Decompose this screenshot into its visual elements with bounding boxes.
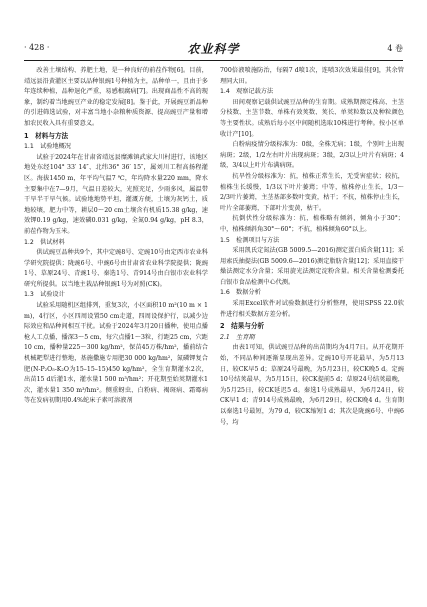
paragraph: 试验采用随机区组排列，重复3次，小区面积10 m²(10 m × 1 m)，4行区，小区四周设置50 cm走道，四周设保护行，以减少边际效应和品种间相互干扰。试验于2024年3月20日播种，使用点播枪人工点播，播深3～5 cm，每穴点播1～3粒，行距25 cm，穴距10 cm，播种量225～300 kg/hm²，保苗45万株/hm²，播前结合机械耙犁进行整地，基施撒施专用肥30 000 kg/hm²，氮磷钾复合肥(N-P₂O₅-K₂O为15–15–15)450 kg/hm²，全生育期灌水2次，出苗15 d后灌1水，灌水量1 500 m³/hm²；开花期至始荚期灌水1次，灌水量1 350 m³/hm²。侧重蚜虫、白粉病、褐斑病、霜霉病等在发病初期用0.4%蛇床子素可溶液剂 bbox=[24, 302, 208, 405]
paragraph: 700倍液喷施防治，每隔7 d喷1次，连喷3次效果最佳[9]，其余管理同大田。 bbox=[220, 67, 404, 85]
running-header bbox=[24, 40, 403, 58]
subsection-heading: 1.4 观察记载方法 bbox=[220, 88, 274, 96]
subsection-heading: 1.3 试验设计 bbox=[24, 291, 65, 299]
journal-title: 农业科学 bbox=[187, 42, 240, 56]
subsection-heading: 2.1 生育期 bbox=[220, 333, 255, 341]
subsection-heading: 1.2 供试材料 bbox=[24, 238, 65, 246]
paragraph: 采用凯氏定氮法(GB 5009.5—2016)测定蛋白质含量[11]；采用索氏抽提法(GB 5009.6—2016)测定脂肪含量[12]；采用直接干燥法测定水分含量；采用旋光法测定淀粉含量。相关含量检测委托白银市食品检测中心代测。 bbox=[220, 247, 404, 286]
paragraph: 试验于2024年在甘肃省靖远县糜滩镇武家大川村进行，该地区地处东经104° 33′ 14″、北纬36° 36′ 15″，属刘川工程高扬程灌区。海拔1450 m，年平均气温7 ℃，年均降水量220 mm，降水主要集中在7—9月，气温日差较大，光照充足，少雨多风，属温带干旱半干旱气候。试验地地势平坦，灌溉方便，土壤为灰钙土，质地较壤，肥力中等，耕层0～20 cm土壤含有机质15.38 g/kg，速效钾0.19 g/kg，速效磷0.031 g/kg，全氮0.94 g/kg，pH 8.3，前茬作物为玉米。 bbox=[24, 153, 208, 235]
left-column bbox=[24, 66, 208, 407]
paragraph: 改善土壤结构、养肥土地，是一种良好的前茬作物[6]。目前，靖远县沿黄灌区主要以品种银豌1号种植为主，品种单一，且由于多年连续种植，品种退化严重，易感根腐病[7]。出现商品性不高的现象，制约着当地豌豆产业的稳定发展[8]。鉴于此，开展豌豆新品种的引进筛选试验，对丰富当地小杂粮种质资源、提高豌豆产量和增加农民收入具有重要意义。 bbox=[24, 67, 208, 127]
paragraph: 由表1可知，供试豌豆品种的出苗期均为4月7日。从开花期开始，不同品种间逐渐显现出差异。定豌10号开花最早，为5月13日，较CK早5 d；草原24号最晚，为5月23日，较CK晚5 d。定豌10号结荚最早，为5月15日，较CK提前5 d；草原24号结荚最晚，为5月25日，较CK延迟5 d。秦选1号成熟最早，为6月24日，较CK早1 d；青914号成熟最晚，为6月29日，较CK晚4 d。生育期以秦选1号最短，为79 d，较CK缩短1 d；其次是陇豌6号、中豌6号，均 bbox=[220, 344, 404, 426]
right-column bbox=[220, 66, 404, 428]
paragraph: 白粉病疫情分级标准为：0级，全株无病；1级，个别叶上出现病斑；2级，1/2左右叶片出现病斑；3级，2/3以上叶片有病斑；4级，3/4以上叶片布满病斑。 bbox=[220, 141, 404, 170]
subsection-heading: 1.1 试验地概况 bbox=[24, 143, 71, 151]
paragraph: 抗旱性分级标准为：抗，植株正常生长，无受害症状；较抗，植株生长缓慢，1/3以下叶片萎蔫；中等，植株停止生长，1/3～2/3叶片萎蔫，主茎基部多数叶变黄，枯干；不抗，植株停止生长，叶片全部萎蔫，下部叶片变黄，枯干。 bbox=[220, 172, 404, 212]
subsection-heading: 1.6 数据分析 bbox=[220, 289, 261, 297]
section-heading: 2 结果与分析 bbox=[220, 322, 265, 331]
section-heading: 1 材料与方法 bbox=[24, 131, 69, 140]
paragraph: 采用Excel软件对试验数据进行分析整理，使用SPSS 22.0软件进行相关数据方差分析。 bbox=[220, 300, 404, 318]
volume-label: 4 卷 bbox=[387, 44, 403, 53]
subsection-heading: 1.5 检测项目与方法 bbox=[220, 236, 280, 244]
page-number: · 428 · bbox=[24, 43, 50, 52]
paragraph: 田间观察记载供试豌豆品种的生育期。成熟期测定株高、主茎分枝数、主茎节数、单株有效荚数、荚长、单荚粒数以及种粒颜色等主要性状。成熟后每小区中间随机选取10株进行考种。按小区单收计产[10]。 bbox=[220, 98, 404, 138]
paragraph: 抗倒伏性分级标准为：抗，植株略有倾斜，倾角小于30°；中，植株倾斜角30°～60°；不抗，植株倾角60°以上。 bbox=[220, 215, 404, 233]
header-rule bbox=[24, 60, 403, 61]
paragraph: 供试豌豆品种共9个，其中定豌8号、定豌10号由定西市农业科学研究院提供；陇豌6号、中豌6号由甘肃省农业科学院提供；陇豌1号、草原24号、青豌1号、秦选1号、青914号由白银市农业科学研究所提供。以当地主栽品种银豌1号为对照(CK)。 bbox=[24, 249, 208, 288]
